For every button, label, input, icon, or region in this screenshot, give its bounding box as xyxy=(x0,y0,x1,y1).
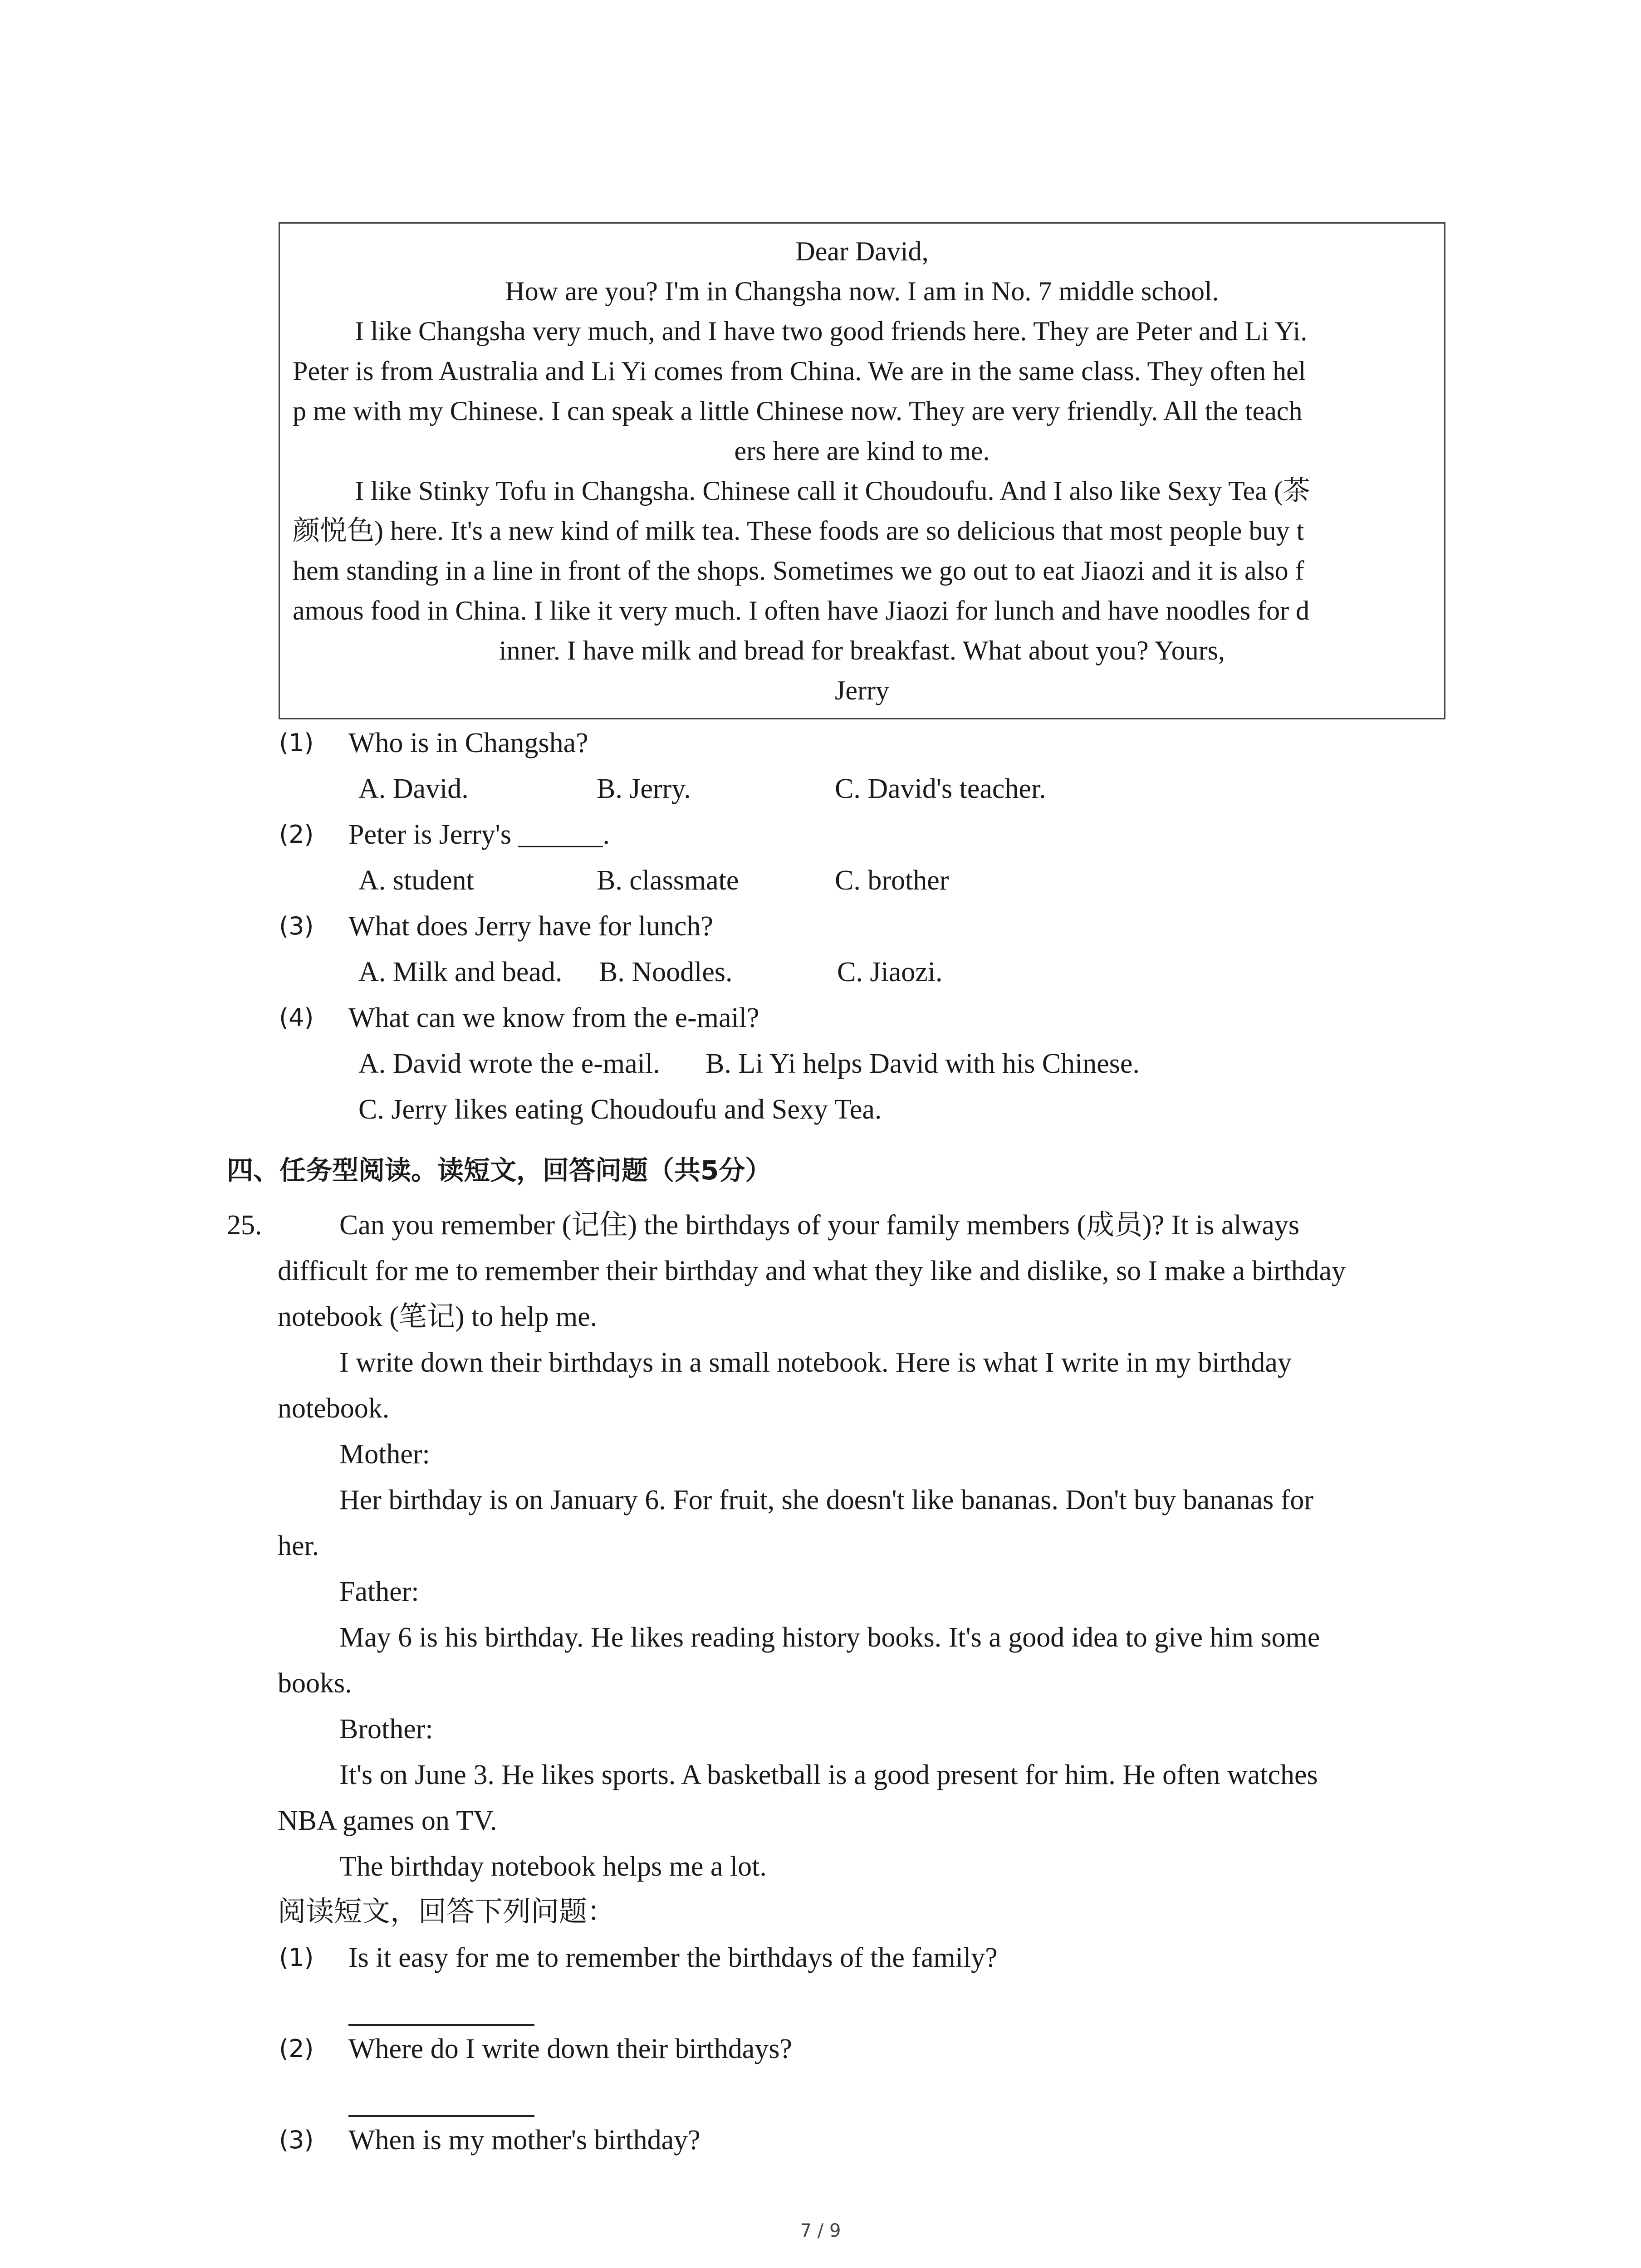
instruction: 阅读短文，回答下列问题： xyxy=(278,1895,616,1928)
question-number: (2) xyxy=(279,2034,314,2063)
question-text: What can we know from the e-mail? xyxy=(348,1002,759,1033)
passage-line: books. xyxy=(278,1668,352,1699)
answer-blank[interactable] xyxy=(348,2024,534,2026)
question-number: 25. xyxy=(227,1210,262,1241)
question-text: Where do I write down their birthdays? xyxy=(348,2033,792,2064)
passage-line: her. xyxy=(278,1530,319,1561)
question-number: (3) xyxy=(279,2126,314,2154)
question-text: Who is in Changsha? xyxy=(348,728,588,758)
option-b: B. Noodles. xyxy=(599,957,733,987)
question-text: When is my mother's birthday? xyxy=(348,2125,700,2156)
letter-line: 颜悦色) here. It's a new kind of milk tea. These foods are so delicious that most people buy t xyxy=(293,516,1304,546)
question-number: (3) xyxy=(279,912,314,940)
passage-line: NBA games on TV. xyxy=(278,1805,497,1836)
question-number: (4) xyxy=(279,1003,314,1032)
letter-line: ers here are kind to me. xyxy=(734,436,990,466)
passage-line: The birthday notebook helps me a lot. xyxy=(339,1851,767,1882)
letter-line: p me with my Chinese. I can speak a little Chinese now. They are very friendly. All the teach xyxy=(293,396,1303,426)
passage-line: It's on June 3. He likes sports. A basketball is a good present for him. He often watches xyxy=(339,1760,1318,1790)
option-a: A. student xyxy=(358,865,474,896)
option-c: C. Jiaozi. xyxy=(837,957,943,987)
option-b: B. classmate xyxy=(597,865,739,896)
question-text: Is it easy for me to remember the birthdays of the family? xyxy=(348,1942,998,1973)
passage-line: Father: xyxy=(339,1576,419,1607)
question-number: (1) xyxy=(279,728,314,757)
passage-line: Brother: xyxy=(339,1714,433,1745)
letter-greeting: Dear David, xyxy=(795,236,929,266)
passage-line: notebook (笔记) to help me. xyxy=(278,1301,598,1332)
question-text: What does Jerry have for lunch? xyxy=(348,911,713,942)
letter-line: Peter is from Australia and Li Yi comes from China. We are in the same class. They often hel xyxy=(293,356,1306,386)
option-c: C. Jerry likes eating Choudoufu and Sexy Tea. xyxy=(358,1094,882,1125)
letter-signature: Jerry xyxy=(835,675,889,705)
passage-line: May 6 is his birthday. He likes reading history books. It's a good idea to give him some xyxy=(339,1622,1320,1653)
passage-line: Can you remember (记住) the birthdays of your family members (成员)? It is always xyxy=(339,1210,1300,1241)
option-a: A. David wrote the e-mail. xyxy=(358,1048,660,1079)
letter-line: How are you? I'm in Changsha now. I am in No. 7 middle school. xyxy=(505,276,1219,306)
letter-line: hem standing in a line in front of the shops. Sometimes we go out to eat Jiaozi and it is also f xyxy=(293,556,1304,586)
question-text: Peter is Jerry's ______. xyxy=(348,819,610,850)
passage-line: Mother: xyxy=(339,1439,430,1470)
question-number: (2) xyxy=(279,820,314,849)
option-b: B. Li Yi helps David with his Chinese. xyxy=(705,1048,1140,1079)
option-b: B. Jerry. xyxy=(597,773,691,804)
passage-line: I write down their birthdays in a small notebook. Here is what I write in my birthday xyxy=(339,1347,1292,1378)
option-c: C. David's teacher. xyxy=(835,773,1046,804)
question-number: (1) xyxy=(279,1943,314,1972)
passage-line: notebook. xyxy=(278,1393,390,1424)
letter-line: amous food in China. I like it very much. I often have Jiaozi for lunch and have noodles for d xyxy=(293,596,1310,626)
letter-line: I like Changsha very much, and I have two good friends here. They are Peter and Li Yi. xyxy=(355,316,1308,346)
letter-line: I like Stinky Tofu in Changsha. Chinese call it Choudoufu. And I also like Sexy Tea (茶 xyxy=(355,476,1310,506)
letter-line: inner. I have milk and bread for breakfast. What about you? Yours, xyxy=(499,635,1225,665)
option-a: A. David. xyxy=(358,773,469,804)
option-a: A. Milk and bead. xyxy=(358,957,563,987)
option-c: C. brother xyxy=(835,865,949,896)
passage-line: difficult for me to remember their birthday and what they like and dislike, so I make a birthday xyxy=(278,1256,1346,1286)
answer-blank[interactable] xyxy=(348,2115,534,2117)
section-title: 四、任务型阅读。读短文，回答问题（共5分） xyxy=(227,1155,772,1186)
page-number: 7 / 9 xyxy=(800,2220,841,2241)
passage-line: Her birthday is on January 6. For fruit, she doesn't like bananas. Don't buy bananas for xyxy=(339,1485,1314,1515)
